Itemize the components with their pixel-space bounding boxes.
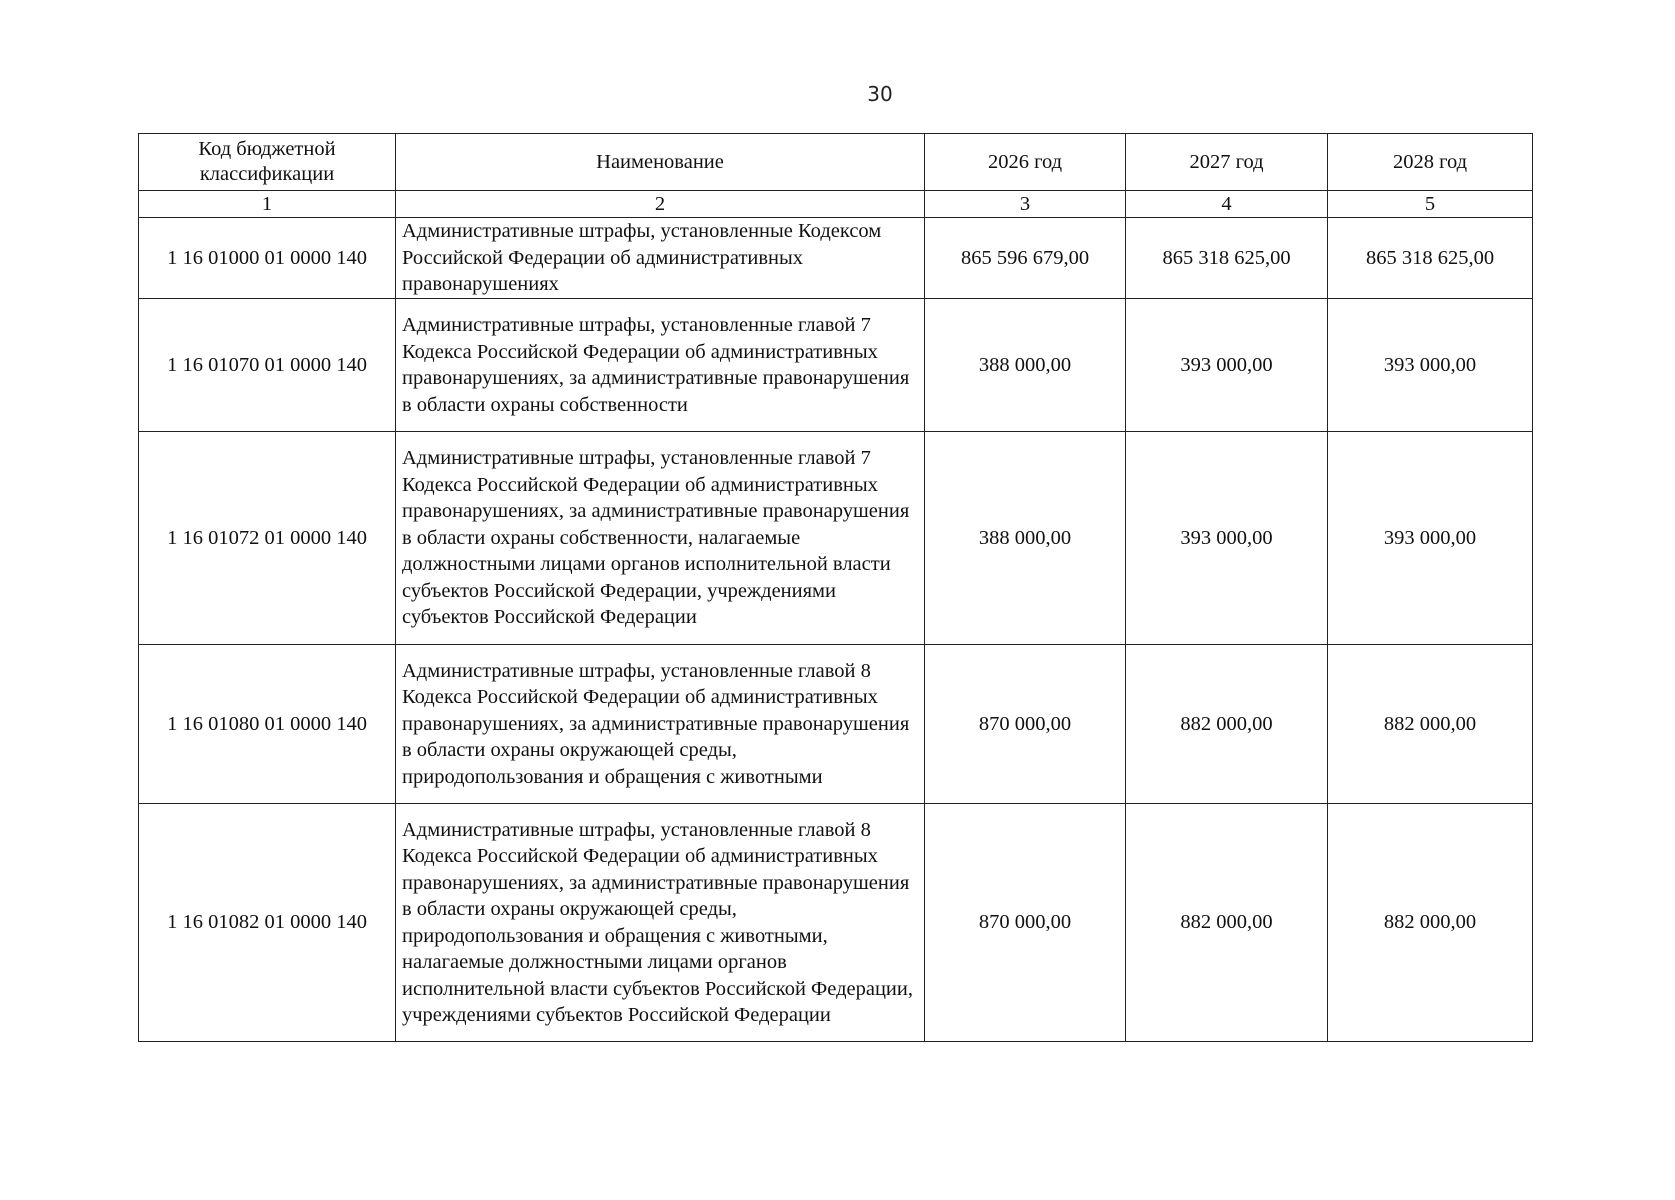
table-row [139,299,1533,432]
value-2027-cell: 882 000,00 [1126,804,1328,1042]
table-header-row [139,134,1533,191]
value-2026-cell: 388 000,00 [925,432,1126,645]
budget-code-cell: 1 16 01082 01 0000 140 [139,804,396,1042]
value-2027-cell: 882 000,00 [1126,645,1328,804]
table-row [139,645,1533,804]
table-row [139,218,1533,299]
table-row [139,432,1533,645]
budget-code-cell: 1 16 01070 01 0000 140 [139,299,396,432]
value-2028-cell: 393 000,00 [1328,299,1533,432]
name-cell: Административные штрафы, установленные Кодексом Российской Федерации об административных правонарушениях [396,218,925,299]
header-2028: 2028 год [1328,134,1533,191]
value-2027-cell: 865 318 625,00 [1126,218,1328,299]
column-number-row [139,191,1533,218]
column-number: 4 [1126,191,1328,218]
value-2028-cell: 865 318 625,00 [1328,218,1533,299]
column-number: 2 [396,191,925,218]
value-2028-cell: 882 000,00 [1328,804,1533,1042]
name-cell: Административные штрафы, установленные главой 8 Кодекса Российской Федерации об административных правонарушениях, за административные правонарушения в области охраны окружающей среды, природопользования и обращения с животными, налагаемые должностными лицами органов исполнительной власти субъектов Российской Федерации, учреждениями субъектов Российской Федерации [396,804,925,1042]
value-2028-cell: 882 000,00 [1328,645,1533,804]
budget-code-cell: 1 16 01080 01 0000 140 [139,645,396,804]
value-2026-cell: 870 000,00 [925,804,1126,1042]
name-cell: Административные штрафы, установленные главой 7 Кодекса Российской Федерации об административных правонарушениях, за административные правонарушения в области охраны собственности, налагаемые должностными лицами органов исполнительной власти субъектов Российской Федерации, учреждениями субъектов Российской Федерации [396,432,925,645]
budget-revenue-table [138,133,1533,1042]
header-2026: 2026 год [925,134,1126,191]
column-number: 3 [925,191,1126,218]
header-name: Наименование [396,134,925,191]
column-number: 1 [139,191,396,218]
column-number: 5 [1328,191,1533,218]
value-2026-cell: 865 596 679,00 [925,218,1126,299]
table-row [139,804,1533,1042]
value-2028-cell: 393 000,00 [1328,432,1533,645]
value-2027-cell: 393 000,00 [1126,299,1328,432]
value-2027-cell: 393 000,00 [1126,432,1328,645]
budget-code-cell: 1 16 01000 01 0000 140 [139,218,396,299]
page-number: 30 [867,82,893,106]
header-2027: 2027 год [1126,134,1328,191]
budget-code-cell: 1 16 01072 01 0000 140 [139,432,396,645]
value-2026-cell: 388 000,00 [925,299,1126,432]
name-cell: Административные штрафы, установленные главой 7 Кодекса Российской Федерации об административных правонарушениях, за административные правонарушения в области охраны собственности [396,299,925,432]
header-budget-code: Код бюджетной классификации [139,134,396,191]
name-cell: Административные штрафы, установленные главой 8 Кодекса Российской Федерации об административных правонарушениях, за административные правонарушения в области охраны окружающей среды, природопользования и обращения с животными [396,645,925,804]
value-2026-cell: 870 000,00 [925,645,1126,804]
